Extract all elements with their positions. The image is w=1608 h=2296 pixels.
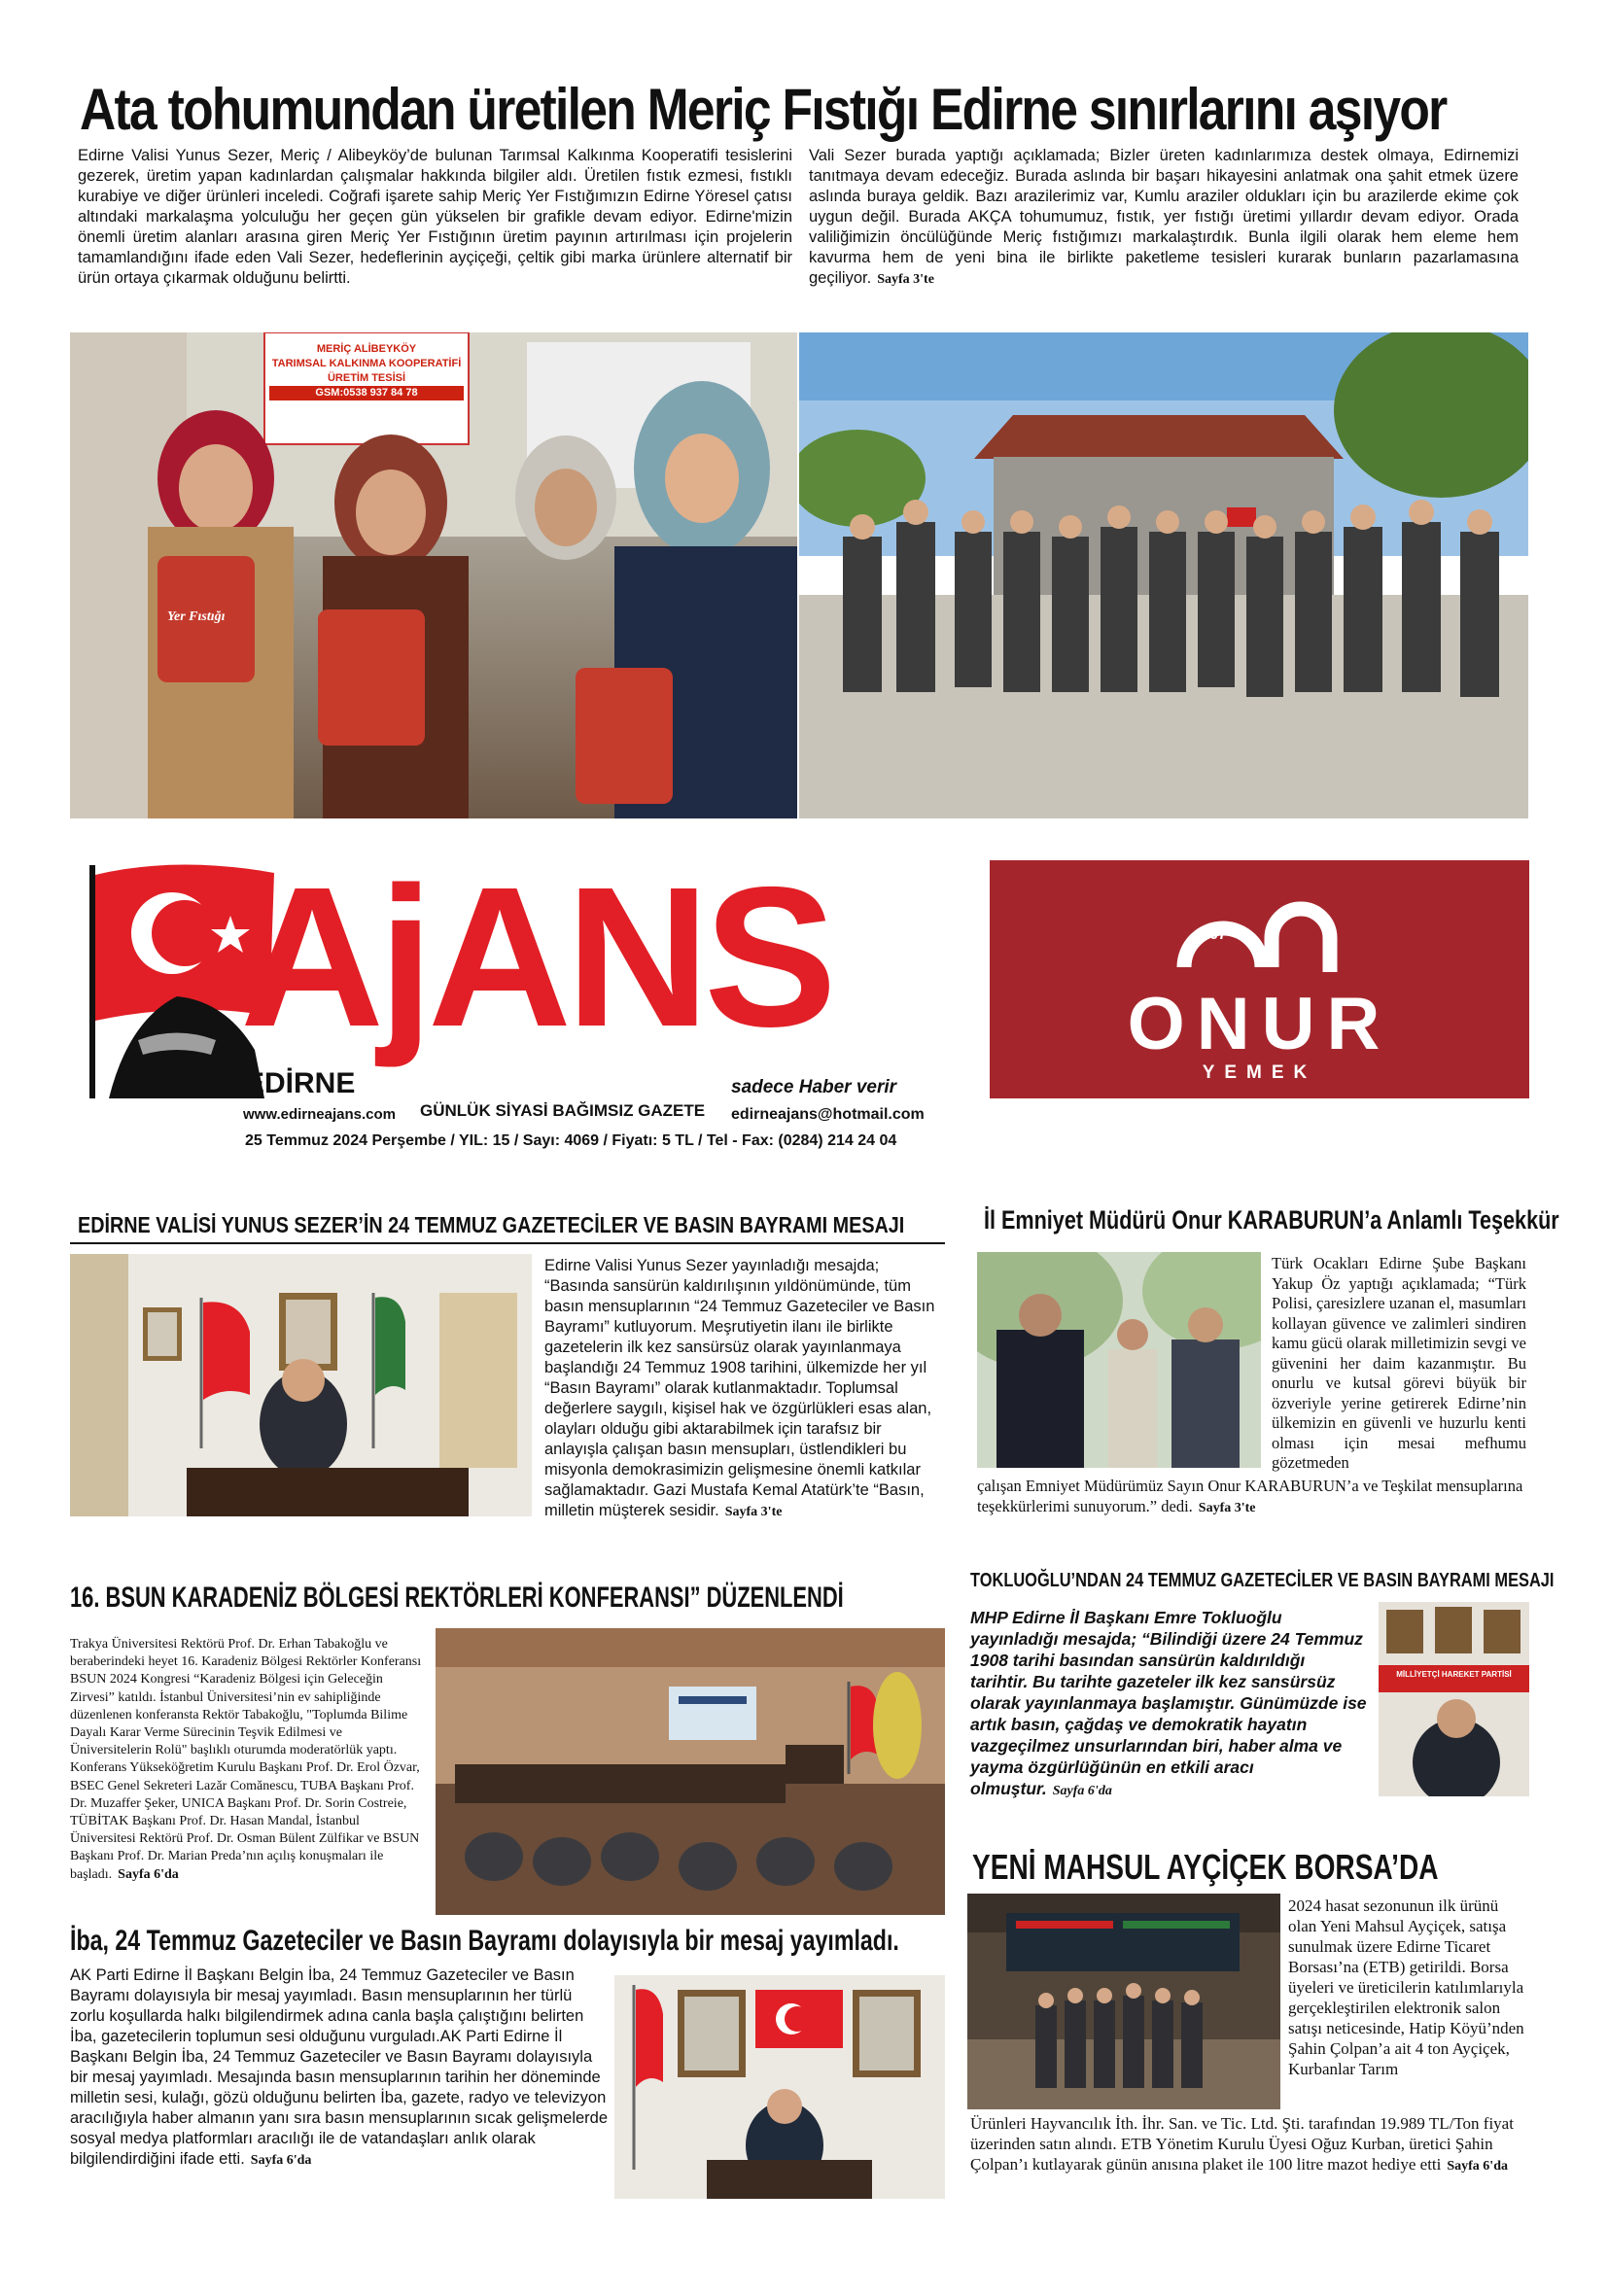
tokluoglu-photo	[1379, 1602, 1529, 1796]
iba-photo	[614, 1975, 945, 2199]
vali-photo	[70, 1254, 532, 1516]
vali-text	[544, 1256, 945, 1522]
ad-sub: YEMEK	[1202, 1062, 1317, 1083]
top-col2-text: Vali Sezer burada yaptığı açıklamada; Bizler üreten kadınlarımıza destek olmaya, Edirnemizi tanıtmaya devam edeceğiz. Burada aslında bir başarı hikayesini anlatmak ona şahit etmek üzere aslında buraya geldik. Bazı arazilerimiz var, Kumlu araziler oldukları için bu arazilerde ekime çok uygun değil. Burada AKÇA tohumumuz, fıstık, yer fıstığı üretimi yıllardır devam ediyor. Orada valiliğimizin öncülüğünde Meriç fıstığımızı markalaştırdık. Bunla ilgili olarak hem eleme hem kavurma hem de yeni bina ile birlikte paketleme tesisleri kurarak bunların pazarlamasına geçiliyor.	[809, 147, 1519, 287]
masthead-info: 25 Temmuz 2024 Perşembe / YIL: 15 / Sayı: 4069 / Fiyatı: 5 TL / Tel - Fax: (0284) 214 24 04	[245, 1132, 897, 1149]
aycicek-sayfa: Sayfa 6'da	[1447, 2159, 1508, 2174]
ad-name: ONUR	[1127, 983, 1392, 1065]
emniyet-text	[1272, 1254, 1526, 1474]
aycicek-photo	[967, 1894, 1280, 2109]
top-photo-group	[799, 332, 1528, 818]
masthead-email[interactable]: edirneajans@hotmail.com	[731, 1106, 925, 1123]
bag-label: Yer Fıstığı	[167, 609, 226, 624]
emniyet-photo	[977, 1252, 1261, 1468]
aycicek-body: 2024 hasat sezonunun ilk ürünü olan Yeni Mahsul Ayçiçek, satışa sunulmak üzere Edirne Ticaret Borsası’na (ETB) getirildi. Borsa üyeleri ve üreticilerin katılımlarıyla gerçekleştirilen elektronik salon satışı neticesinde, Hatip Köyü’nden Şahin Çolpan’a ait 4 ton Ayçiçek, Kurbanlar Tarım	[1288, 1896, 1524, 2078]
aycicek-tail-text: Ürünleri Hayvancılık İth. İhr. San. ve Tic. Ltd. Şti. tarafından 19.989 TL/Ton fiyat üzerinden satın alındı. ETB Yönetim Kurulu Üyesi Oğuz Kurban, üretici Şahin Çolpan’ı kutlayarak günün anısına plaket ile 100 litre mazot hediye etti	[970, 2114, 1514, 2174]
vali-headline: EDİRNE VALİSİ YUNUS SEZER’İN 24 TEMMUZ GAZETECİLER VE BASIN BAYRAMI MESAJI	[78, 1212, 905, 1237]
bsun-text	[70, 1636, 425, 1884]
photo-sign-line: ÜRETİM TESİSİ	[327, 372, 406, 384]
vali-body: Edirne Valisi Yunus Sezer yayınladığı mesajda; “Basında sansürün kaldırılışının yıldönümünde, tüm basın mensuplarının “24 Temmuz Gazeteciler ve Basın Bayramı” kutluyorum. Meşrutiyetin ilanı ile birlikte gazetelerin ilk kez sansürsüz olarak yayınlanmaya başlandığı 24 Temmuz 1908 tarihini, ülkemizde her yıl “Basın Bayramı” olarak kutlanmaktadır. Toplumsal değerlere saygılı, kişisel hak ve özgürlükleri esas alan, olayları olduğu gibi aktarabilmek için tarafsız bir anlayışla çalışan basın mensupları, üstlendikleri bu misyonla demokrasimizin gelişmesine önemli katkılar sağlamaktadır. Gazi Mustafa Kemal Atatürk’te “Basın, milletin müşterek sesidir.	[544, 1257, 935, 1519]
vali-rule	[70, 1242, 945, 1244]
emniyet-tail-text: çalışan Emniyet Müdürümüz Sayın Onur KARABURUN’a ve Teşkilat mensuplarına teşekkürlerimi sunuyorum.” dedi.	[977, 1477, 1523, 1515]
masthead-website[interactable]: www.edirneajans.com	[243, 1106, 396, 1123]
top-photo-sign	[269, 342, 464, 400]
top-column-1	[78, 146, 792, 289]
tokluoglu-text	[970, 1607, 1367, 1802]
iba-headline: İba, 24 Temmuz Gazeteciler ve Basın Bayramı dolayısıyla bir mesaj yayımladı.	[70, 1925, 899, 1957]
emniyet-body: Türk Ocakları Edirne Şube Başkanı Yakup Öz yaptığı açıklamada; “Türk Polisi, çaresizlere uzanan el, masumları kollayan güvence ve zalimleri sindiren kamu gücü olarak milletimizin sevgi ve güvenini her daim kazanmıştır. Bu onurlu ve kutsal görevi büyük bir özveriyle yerine getirerek Edirne’nin ülkemizin en güvenli ve huzurlu kenti olması için mesai mefhumu gözetmeden	[1272, 1254, 1526, 1472]
iba-sayfa: Sayfa 6'da	[250, 2153, 312, 2168]
bsun-photo	[436, 1628, 945, 1915]
top-photo-women	[70, 332, 797, 818]
masthead-tagline: GÜNLÜK SİYASİ BAĞIMSIZ GAZETE	[420, 1101, 706, 1120]
top-headline: Ata tohumundan üretilen Meriç Fıstığı Edirne sınırlarını aşıyor	[80, 77, 1447, 142]
ad-year: 1997	[1194, 926, 1227, 943]
masthead-motto: sadece Haber verir	[731, 1077, 897, 1097]
aycicek-headline: YENİ MAHSUL AYÇİÇEK BORSA’DA	[972, 1847, 1439, 1887]
bsun-sayfa: Sayfa 6'da	[118, 1866, 179, 1882]
aycicek-tail	[970, 2113, 1529, 2176]
aycicek-text	[1288, 1896, 1529, 2079]
photo-sign-line: MERİÇ ALİBEYKÖY	[316, 343, 417, 355]
emniyet-headline: İl Emniyet Müdürü Onur KARABURUN’a Anlamlı Teşekkür	[984, 1205, 1559, 1235]
vali-sayfa: Sayfa 3'te	[724, 1505, 783, 1519]
masthead-city: EDİRNE	[245, 1067, 356, 1099]
tokluoglu-sayfa: Sayfa 6'da	[1052, 1784, 1112, 1798]
iba-text	[70, 1966, 610, 2171]
emniyet-sayfa: Sayfa 3'te	[1198, 1500, 1256, 1515]
tokluoglu-photo-sign: MİLLİYETÇİ HAREKET PARTİSİ	[1396, 1670, 1512, 1679]
photo-sign-line: TARIMSAL KALKINMA KOOPERATİFİ	[271, 358, 462, 369]
onur-yemek-ad[interactable]	[990, 860, 1529, 1098]
top-col1-text: Edirne Valisi Yunus Sezer, Meriç / Alibeyköy’de bulunan Tarımsal Kalkınma Kooperatifi tesislerini gezerek, üretim yapan kadınlardan çalışmalar hakkında bilgiler aldı. Üretilen fıstık ezmesi, fıstıklı kurabiye ve diğer ürünleri inceledi. Coğrafi işarete sahip Meriç Yer Fıstığımızın Edirne Yöresel çatısı altındaki markalaşma yolculuğu her geçen gün yükselen bir grafikle devam ediyor. Edirne'mizin önemli üretim alanları arasına giren Meriç Yer Fıstığının üretim payının artırılması için projelerin tamamlandığını ifade eden Vali Sezer, hedeflerinin ayçiçeği, çeltik gibi marka ürünlere alternatif bir ürün ortaya çıkarmak olduğunu belirtti.	[78, 147, 792, 287]
emniyet-tail	[977, 1477, 1526, 1518]
bsun-body: Trakya Üniversitesi Rektörü Prof. Dr. Erhan Tabakoğlu ve beraberindeki heyet 16. Karadeniz Bölgesi Rektörler Konferansı BSUN 2024 Kongresi “Karadeniz Bölgesi için Geleceğin Zirvesi” katıldı. İstanbul Üniversitesi’nin ev sahipliğinde düzenlenen konferansta Rektör Tabakoğlu, "Toplumda Bilime Dayalı Karar Verme Sürecinin Teşvik Edilmesi ve Üniversitelerin Rolü" başlıklı oturumda moderatörlük yaptı. Konferans Yükseköğretim Kurulu Başkanı Prof. Dr. Erol Özvar, BSEC Genel Sekreteri Lazăr Comănescu, TUBA Başkanı Prof. Dr. Muzaffer Şeker, UNICA Başkanı Prof. Dr. Sorin Costreie, TÜBİTAK Başkanı Prof. Dr. Hasan Mandal, İstanbul Üniversitesi Rektörü Prof. Dr. Osman Bülent Zülfikar ve BSUN Başkanı Prof. Dr. Marian Preda’nın açılış konuşmaları ile başladı.	[70, 1637, 422, 1882]
iba-body: AK Parti Edirne İl Başkanı Belgin İba, 24 Temmuz Gazeteciler ve Basın Bayramı dolayısıyla bir mesaj yayımladı. Basın mensuplarının her türlü zorlu koşullarda halkı bilgilendirmek adına canla başla çalıştığını belirten İba, gazetecilerin toplumun sesi olduğunu vurguladı.AK Parti Edirne İl Başkanı Belgin İba, 24 Temmuz Gazeteciler ve Basın Bayramı dolayısıyla bir mesaj yayımladı. Mesajında basın mensuplarının tarihin her döneminde milletin sesi, kulağı, gözü olduğunu belirten İba, gazete, radyo ve televizyon aracılığıyla haber almanın yanı sıra basın mensuplarının sıcak gelişmelerde sosyal medya platformları aracılığı ile de vatandaşları anlık olarak bilgilendirdiğini ifade etti.	[70, 1966, 609, 2168]
tokluoglu-headline: TOKLUOĞLU’NDAN 24 TEMMUZ GAZETECİLER VE BASIN BAYRAMI MESAJI	[970, 1570, 1555, 1591]
top-column-2	[809, 146, 1519, 290]
masthead-logo: AjANS	[240, 846, 831, 1068]
photo-sign-line: GSM:0538 937 84 78	[269, 386, 464, 400]
tokluoglu-body: MHP Edirne İl Başkanı Emre Tokluoğlu yayınladığı mesajda; “Bilindiği üzere 24 Temmuz 1908 tarihi basından sansürün kaldırıldığı tarihtir. Bu tarihte gazeteler ilk kez sansürsüz olarak yayınlanmaya başlamıştır. Günümüzde ise artık basın, çağdaş ve demokratik hayatın vazgeçilmez unsurlarından biri, haber alma ve yayma özgürlüğünün en etkili aracı olmuştur.	[970, 1608, 1367, 1798]
bsun-headline: 16. BSUN KARADENİZ BÖLGESİ REKTÖRLERİ KONFERANSI” DÜZENLENDİ	[70, 1582, 844, 1614]
masthead	[70, 846, 945, 1157]
top-sayfa: Sayfa 3'te	[877, 272, 934, 287]
